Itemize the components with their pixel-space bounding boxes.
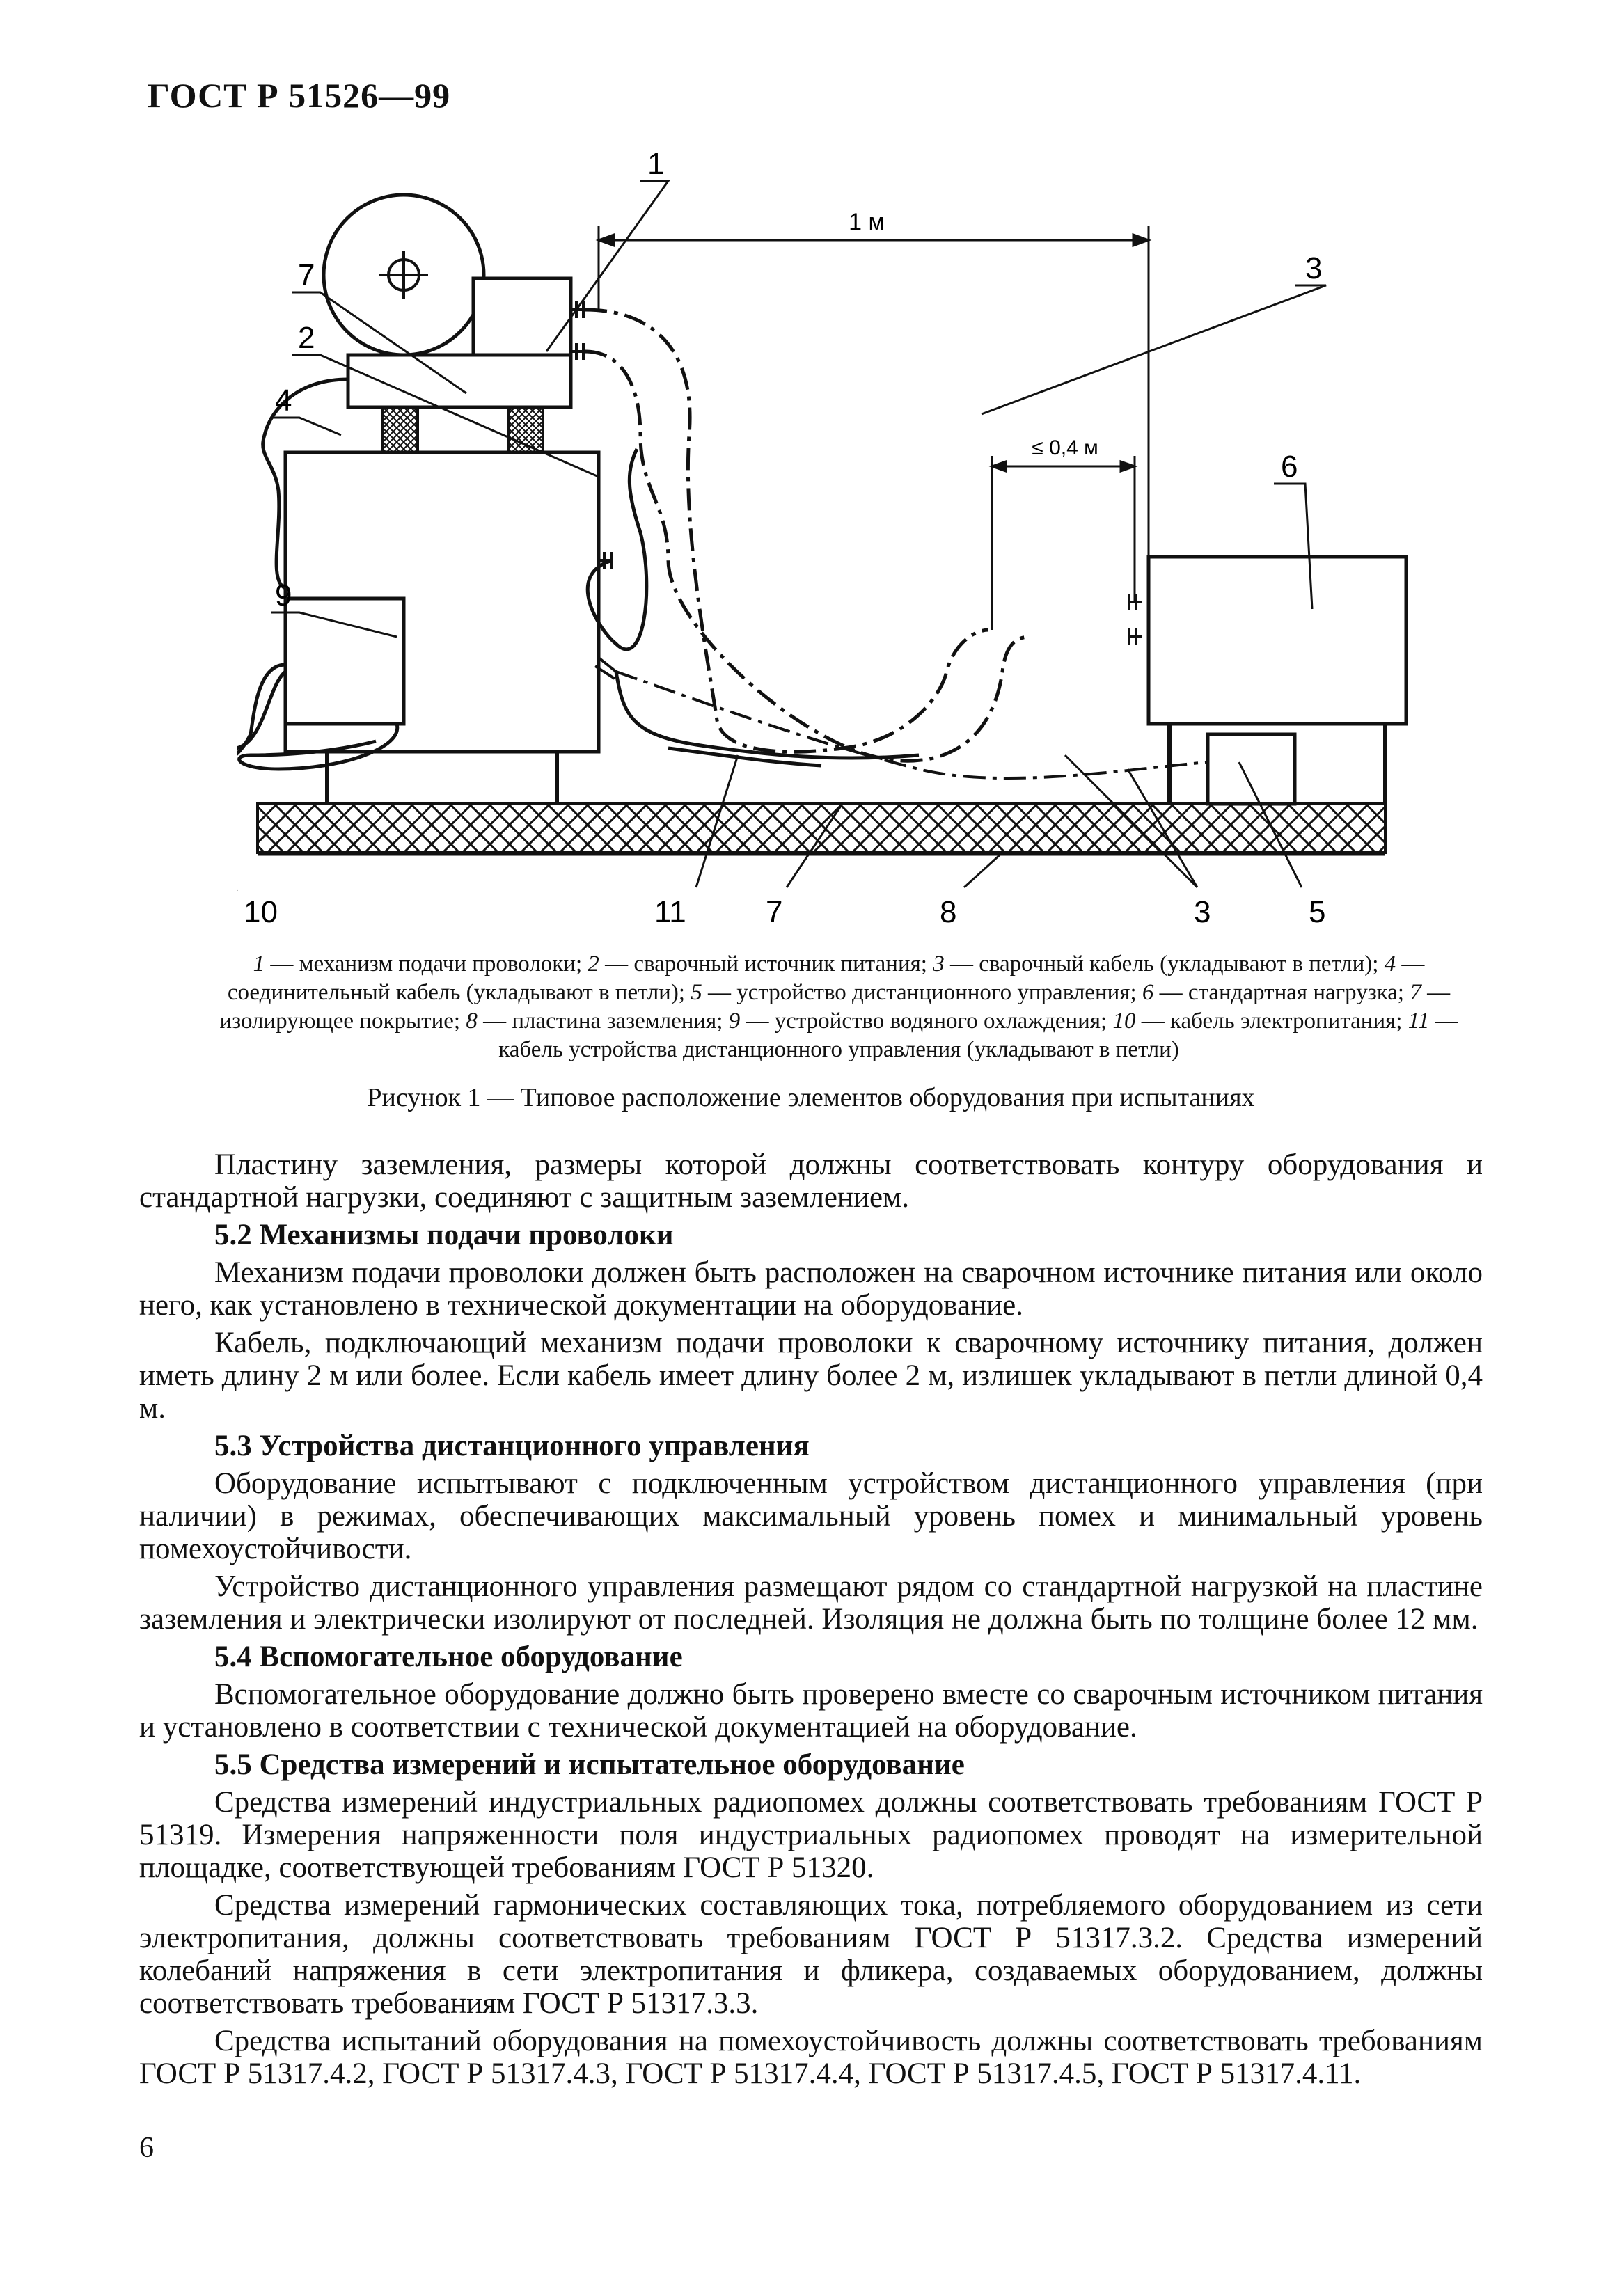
insulating-pad-left bbox=[383, 407, 418, 452]
paragraph: Средства измерений индустриальных радиопомех должны соответствовать требованиям ГОСТ Р 51319. Измерения напряженности поля индустриальных радиопомех проводят на измерительной площадке, соответствующей требованиям ГОСТ Р 51320. bbox=[139, 1786, 1483, 1884]
callout-5: 5 bbox=[1309, 895, 1326, 929]
paragraph: Средства измерений гармонических составляющих тока, потребляемого оборудованием из сети электропитания, должны соответствовать требованиям ГОСТ Р 51317.3.2. Средства измерений колебаний напряжения в сети электропитания и фликера, создаваемых оборудованием, должны соответствовать требованиям ГОСТ Р 51317.3.3. bbox=[139, 1889, 1483, 2020]
figure-caption: Рисунок 1 — Типовое расположение элементов оборудования при испытаниях bbox=[367, 1083, 1255, 1112]
welding-cable-lower bbox=[585, 351, 1030, 761]
callout-8: 8 bbox=[940, 895, 957, 929]
remote-control-unit bbox=[1208, 734, 1295, 804]
legend-item-5: 5 — устройство дистанционного управления; bbox=[691, 980, 1142, 1005]
legend-item-10: 10 — кабель электропитания; bbox=[1112, 1009, 1408, 1034]
callout-6: 6 bbox=[1281, 450, 1298, 484]
callout-3: 3 bbox=[1305, 251, 1323, 285]
power-cable bbox=[237, 665, 285, 766]
callout-9: 9 bbox=[275, 578, 292, 612]
callout-7: 7 bbox=[298, 258, 315, 292]
legend-item-8: 8 — пластина заземления; bbox=[466, 1009, 729, 1034]
legend-item-4: 4 — соединительный кабель (укладывают в петли); bbox=[227, 951, 1425, 1005]
paragraph: Вспомогательное оборудование должно быть проверено вместе со сварочным источником питания и установлено в соответствии с технической документацией на оборудование. bbox=[139, 1678, 1483, 1744]
callout-2: 2 bbox=[298, 321, 315, 355]
welding-cable-upper bbox=[585, 310, 988, 752]
equipment-arrangement-diagram bbox=[237, 143, 1420, 936]
section-heading-5-4: 5.4 Вспомогательное оборудование bbox=[214, 1640, 683, 1673]
legend-item-6: 6 — стандартная нагрузка; bbox=[1142, 980, 1410, 1005]
legend-item-7: 7 — изолирующее покрытие; bbox=[219, 980, 1451, 1034]
page-number: 6 bbox=[139, 2132, 154, 2164]
wire-feed-mechanism bbox=[473, 278, 571, 365]
callout-11: 11 bbox=[654, 895, 686, 929]
callout-3-bottom: 3 bbox=[1194, 895, 1211, 929]
legend-item-11: 11 — кабель устройства дистанционного управления (укладывают в петли) bbox=[498, 1009, 1458, 1062]
paragraph: Оборудование испытывают с подключенным устройством дистанционного управления (при наличии) в режимах, обеспечивающих максимальный уровень помех и минимальный уровень помехоустойчивости. bbox=[139, 1467, 1483, 1565]
standard-load bbox=[1149, 557, 1406, 724]
cable-loop-right bbox=[588, 449, 919, 758]
callout-4: 4 bbox=[275, 384, 292, 418]
insulating-cover bbox=[258, 804, 1385, 853]
section-heading-5-2: 5.2 Механизмы подачи проволоки bbox=[214, 1219, 674, 1251]
dim-label-1m: 1 м bbox=[849, 209, 885, 235]
legend-item-2: 2 — сварочный источник питания; bbox=[588, 951, 933, 977]
legend-item-3: 3 — сварочный кабель (укладывают в петли); bbox=[933, 951, 1385, 977]
paragraph: Механизм подачи проволоки должен быть расположен на сварочном источнике питания или около него, как установлено в технической документации на оборудование. bbox=[139, 1256, 1483, 1322]
dim-label-loop: ≤ 0,4 м bbox=[1032, 436, 1098, 459]
figure-legend bbox=[188, 950, 1490, 1064]
water-cooling-unit bbox=[285, 599, 404, 724]
callout-1: 1 bbox=[647, 147, 665, 181]
callout-10: 10 bbox=[244, 895, 278, 929]
legend-item-1: 1 — механизм подачи проволоки; bbox=[253, 951, 588, 977]
document-body bbox=[139, 1148, 1483, 2095]
section-heading-5-3: 5.3 Устройства дистанционного управления bbox=[214, 1430, 810, 1462]
section-heading-5-5: 5.5 Средства измерений и испытательное оборудование bbox=[214, 1748, 965, 1781]
legend-item-9: 9 — устройство водяного охлаждения; bbox=[728, 1009, 1113, 1034]
document-header: ГОСТ Р 51526—99 bbox=[148, 76, 451, 115]
paragraph: Устройство дистанционного управления размещают рядом со стандартной нагрузкой на пластине заземления и электрически изолируют от последней. Изоляция не должна быть по толщине более 12 мм. bbox=[139, 1570, 1483, 1636]
callout-7-bottom: 7 bbox=[766, 895, 783, 929]
paragraph: Пластину заземления, размеры которой должны соответствовать контуру оборудования и стандартной нагрузки, соединяют с защитным заземлением. bbox=[139, 1148, 1483, 1214]
paragraph: Кабель, подключающий механизм подачи проволоки к сварочному источнику питания, должен иметь длину 2 м или более. Если кабель имеет длину более 2 м, излишек укладывают в петли длиной 0,4 м. bbox=[139, 1327, 1483, 1425]
paragraph: Средства испытаний оборудования на помехоустойчивость должны соответствовать требованиям ГОСТ Р 51317.4.2, ГОСТ Р 51317.4.3, ГОСТ Р 51317.4.4, ГОСТ Р 51317.4.5, ГОСТ Р 51317.4.11. bbox=[139, 2025, 1483, 2090]
